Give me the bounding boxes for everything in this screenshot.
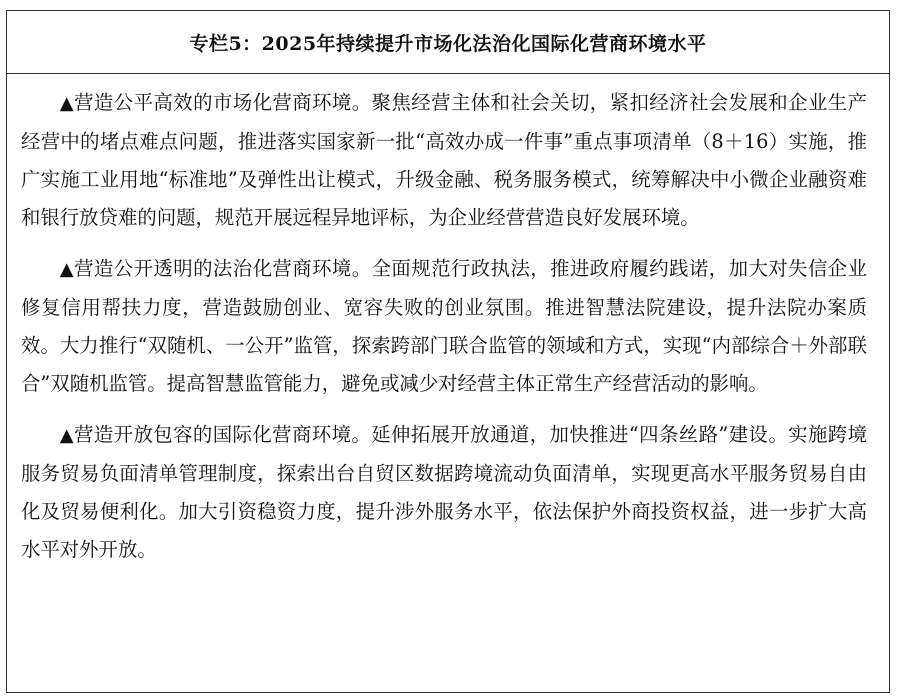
paragraph-text: 营造公开透明的法治化营商环境。全面规范行政执法，推进政府履约践诺，加大对失信企业修复信用帮扶力度，营造鼓励创业、宽容失败的创业氛围。推进智慧法院建设，提升法院办案质效。大力推行“双随机、一公开”监管，探索跨部门联合监管的领域和方式，实现“内部综合＋外部联合”双随机监管。提高智慧监管能力，避免或减少对经营主体正常生产经营活动的影响。 bbox=[21, 257, 868, 395]
column-content bbox=[7, 74, 889, 569]
paragraph-rule-of-law bbox=[21, 250, 867, 403]
column-box bbox=[6, 10, 890, 693]
triangle-bullet-icon: ▲ bbox=[59, 259, 75, 280]
paragraph-international bbox=[21, 416, 867, 569]
triangle-bullet-icon: ▲ bbox=[59, 93, 75, 114]
triangle-bullet-icon: ▲ bbox=[59, 425, 75, 446]
column-title: 专栏5：2025年持续提升市场化法治化国际化营商环境水平 bbox=[7, 11, 889, 74]
paragraph-market bbox=[21, 84, 867, 237]
paragraph-text: 营造公平高效的市场化营商环境。聚焦经营主体和社会关切，紧扣经济社会发展和企业生产经营中的堵点难点问题，推进落实国家新一批“高效办成一件事”重点事项清单（8＋16）实施，推广实施工业用地“标准地”及弹性出让模式，升级金融、税务服务模式，统筹解决中小微企业融资难和银行放贷难的问题，规范开展远程异地评标，为企业经营营造良好发展环境。 bbox=[21, 91, 868, 229]
paragraph-text: 营造开放包容的国际化营商环境。延伸拓展开放通道，加快推进“四条丝路”建设。实施跨境服务贸易负面清单管理制度，探索出台自贸区数据跨境流动负面清单，实现更高水平服务贸易自由化及贸易便利化。加大引资稳资力度，提升涉外服务水平，依法保护外商投资权益，进一步扩大高水平对外开放。 bbox=[21, 423, 867, 561]
